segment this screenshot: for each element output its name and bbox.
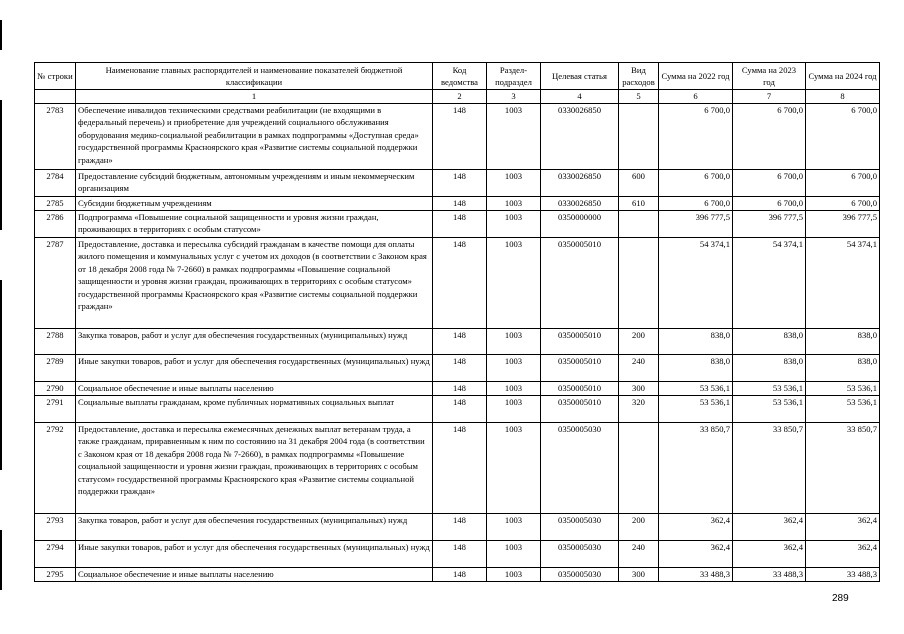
cell-exp: 240 — [619, 354, 659, 381]
cell-exp: 200 — [619, 328, 659, 354]
cell-exp: 300 — [619, 567, 659, 581]
cell-y2023: 6 700,0 — [733, 103, 806, 169]
cell-section: 1003 — [487, 381, 541, 395]
index-cell — [35, 90, 76, 104]
cell-name: Иные закупки товаров, работ и услуг для обеспечения государственных (муниципальных) нужд — [76, 354, 433, 381]
scan-edge-mark — [0, 530, 2, 590]
cell-target: 0350005030 — [541, 422, 619, 513]
cell-dept: 148 — [433, 513, 487, 540]
cell-y2024: 53 536,1 — [806, 395, 880, 422]
header-expense-type: Вид расходов — [619, 63, 659, 90]
cell-y2023: 362,4 — [733, 513, 806, 540]
cell-y2023: 362,4 — [733, 540, 806, 567]
cell-y2024: 53 536,1 — [806, 381, 880, 395]
cell-exp: 600 — [619, 169, 659, 196]
cell-dept: 148 — [433, 540, 487, 567]
cell-y2024: 33 850,7 — [806, 422, 880, 513]
cell-y2024: 6 700,0 — [806, 196, 880, 210]
index-cell: 5 — [619, 90, 659, 104]
cell-dept: 148 — [433, 328, 487, 354]
cell-num: 2786 — [35, 210, 76, 237]
cell-target: 0350005010 — [541, 237, 619, 328]
cell-name: Социальное обеспечение и иные выплаты населению — [76, 381, 433, 395]
index-cell: 6 — [659, 90, 733, 104]
header-sum-2023: Сумма на 2023 год — [733, 63, 806, 90]
scan-edge-mark — [0, 100, 2, 230]
cell-dept: 148 — [433, 103, 487, 169]
cell-y2022: 33 850,7 — [659, 422, 733, 513]
header-section: Раздел-подраздел — [487, 63, 541, 90]
header-target-article: Целевая статья — [541, 63, 619, 90]
cell-section: 1003 — [487, 210, 541, 237]
cell-y2023: 396 777,5 — [733, 210, 806, 237]
cell-y2024: 838,0 — [806, 328, 880, 354]
table-row — [35, 169, 880, 196]
table-row — [35, 354, 880, 381]
cell-y2024: 362,4 — [806, 540, 880, 567]
table-row — [35, 196, 880, 210]
cell-exp: 200 — [619, 513, 659, 540]
cell-name: Подпрограмма «Повышение социальной защищенности и уровня жизни граждан, проживающих в территориях с особым статусом» — [76, 210, 433, 237]
cell-num: 2783 — [35, 103, 76, 169]
cell-num: 2794 — [35, 540, 76, 567]
cell-y2022: 396 777,5 — [659, 210, 733, 237]
cell-y2022: 362,4 — [659, 540, 733, 567]
cell-exp — [619, 422, 659, 513]
cell-dept: 148 — [433, 422, 487, 513]
cell-target: 0350005030 — [541, 567, 619, 581]
cell-y2024: 838,0 — [806, 354, 880, 381]
table-row — [35, 381, 880, 395]
cell-name: Социальные выплаты гражданам, кроме публичных нормативных социальных выплат — [76, 395, 433, 422]
header-row — [35, 63, 880, 90]
cell-exp: 320 — [619, 395, 659, 422]
cell-exp: 610 — [619, 196, 659, 210]
cell-y2023: 838,0 — [733, 328, 806, 354]
cell-name: Закупка товаров, работ и услуг для обеспечения государственных (муниципальных) нужд — [76, 513, 433, 540]
cell-y2023: 33 488,3 — [733, 567, 806, 581]
cell-num: 2791 — [35, 395, 76, 422]
cell-num: 2789 — [35, 354, 76, 381]
table-row — [35, 237, 880, 328]
cell-num: 2790 — [35, 381, 76, 395]
cell-name: Закупка товаров, работ и услуг для обеспечения государственных (муниципальных) нужд — [76, 328, 433, 354]
cell-num: 2787 — [35, 237, 76, 328]
cell-num: 2792 — [35, 422, 76, 513]
cell-target: 0350005010 — [541, 395, 619, 422]
cell-section: 1003 — [487, 328, 541, 354]
table-body — [35, 103, 880, 581]
cell-target: 0350000000 — [541, 210, 619, 237]
cell-exp — [619, 210, 659, 237]
cell-name: Субсидии бюджетным учреждениям — [76, 196, 433, 210]
table-row — [35, 540, 880, 567]
table-row — [35, 328, 880, 354]
table-row — [35, 210, 880, 237]
cell-y2023: 53 536,1 — [733, 395, 806, 422]
cell-target: 0330026850 — [541, 103, 619, 169]
index-cell: 3 — [487, 90, 541, 104]
index-cell: 2 — [433, 90, 487, 104]
cell-y2024: 362,4 — [806, 513, 880, 540]
cell-name: Социальное обеспечение и иные выплаты населению — [76, 567, 433, 581]
cell-name: Предоставление, доставка и пересылка субсидий гражданам в качестве помощи для оплаты жилого помещения и коммунальных услуг с учетом их доходов (в соответствии с Законом края от 18 декабря 2008 года № 7-2660) в рамках подпрограммы «Повышение социальной защищенности и уровня жизни граждан, проживающих в территориях с особым статусом» государственной программы Красноярского края «Развитие системы социальной поддержки граждан» — [76, 237, 433, 328]
cell-y2022: 33 488,3 — [659, 567, 733, 581]
cell-section: 1003 — [487, 567, 541, 581]
cell-y2024: 6 700,0 — [806, 169, 880, 196]
cell-target: 0350005010 — [541, 328, 619, 354]
index-cell: 8 — [806, 90, 880, 104]
cell-section: 1003 — [487, 395, 541, 422]
cell-num: 2784 — [35, 169, 76, 196]
cell-num: 2788 — [35, 328, 76, 354]
cell-y2022: 6 700,0 — [659, 169, 733, 196]
table-row — [35, 567, 880, 581]
table-row — [35, 395, 880, 422]
cell-target: 0350005030 — [541, 513, 619, 540]
cell-section: 1003 — [487, 196, 541, 210]
cell-y2022: 53 536,1 — [659, 395, 733, 422]
cell-dept: 148 — [433, 210, 487, 237]
scan-edge-mark — [0, 20, 2, 50]
cell-section: 1003 — [487, 103, 541, 169]
cell-exp: 240 — [619, 540, 659, 567]
header-sum-2022: Сумма на 2022 год — [659, 63, 733, 90]
cell-section: 1003 — [487, 422, 541, 513]
cell-dept: 148 — [433, 354, 487, 381]
cell-y2023: 53 536,1 — [733, 381, 806, 395]
cell-exp — [619, 237, 659, 328]
cell-section: 1003 — [487, 237, 541, 328]
cell-y2022: 53 536,1 — [659, 381, 733, 395]
cell-y2023: 6 700,0 — [733, 196, 806, 210]
cell-target: 0330026850 — [541, 196, 619, 210]
cell-y2024: 33 488,3 — [806, 567, 880, 581]
header-dept-code: Код ведомства — [433, 63, 487, 90]
cell-name: Предоставление, доставка и пересылка ежемесячных денежных выплат ветеранам труда, а также гражданам, приравненным к ним по состоянию на 31 декабря 2004 года (в соответствии с Законом края от 18 декабря 2008 года № 7-2660), в рамках подпрограммы «Повышение социальной защищенности и уровня жизни граждан, проживающих в территориях с особым статусом» государственной программы Красноярского края «Развитие системы социальной поддержки граждан» — [76, 422, 433, 513]
page-number: 289 — [832, 593, 849, 604]
index-cell: 7 — [733, 90, 806, 104]
cell-target: 0350005010 — [541, 354, 619, 381]
scan-edge-mark — [0, 280, 2, 470]
cell-y2024: 54 374,1 — [806, 237, 880, 328]
cell-name: Предоставление субсидий бюджетным, автономным учреждениям и иным некоммерческим организациям — [76, 169, 433, 196]
cell-exp: 300 — [619, 381, 659, 395]
cell-exp — [619, 103, 659, 169]
index-cell: 1 — [76, 90, 433, 104]
budget-table — [34, 62, 880, 582]
cell-num: 2785 — [35, 196, 76, 210]
cell-y2023: 6 700,0 — [733, 169, 806, 196]
header-sum-2024: Сумма на 2024 год — [806, 63, 880, 90]
cell-y2024: 396 777,5 — [806, 210, 880, 237]
cell-y2022: 838,0 — [659, 328, 733, 354]
cell-dept: 148 — [433, 395, 487, 422]
table-row — [35, 422, 880, 513]
cell-y2023: 54 374,1 — [733, 237, 806, 328]
cell-dept: 148 — [433, 381, 487, 395]
cell-num: 2795 — [35, 567, 76, 581]
cell-dept: 148 — [433, 169, 487, 196]
cell-name: Иные закупки товаров, работ и услуг для обеспечения государственных (муниципальных) нужд — [76, 540, 433, 567]
cell-target: 0350005010 — [541, 381, 619, 395]
cell-y2023: 33 850,7 — [733, 422, 806, 513]
cell-section: 1003 — [487, 169, 541, 196]
cell-section: 1003 — [487, 513, 541, 540]
cell-y2022: 838,0 — [659, 354, 733, 381]
cell-section: 1003 — [487, 540, 541, 567]
cell-dept: 148 — [433, 567, 487, 581]
header-num: № строки — [35, 63, 76, 90]
cell-y2022: 54 374,1 — [659, 237, 733, 328]
cell-target: 0350005030 — [541, 540, 619, 567]
table-row — [35, 513, 880, 540]
cell-y2022: 362,4 — [659, 513, 733, 540]
index-cell: 4 — [541, 90, 619, 104]
cell-name: Обеспечение инвалидов техническими средствами реабилитации (не входящими в федеральный перечень) и приобретение для учреждений социального обслуживания оборудования медико-социальной реабилитации в рамках подпрограммы «Доступная среда» государственной программы Красноярского края «Развитие системы социальной поддержки граждан» — [76, 103, 433, 169]
cell-num: 2793 — [35, 513, 76, 540]
column-index-row — [35, 90, 880, 104]
cell-target: 0330026850 — [541, 169, 619, 196]
cell-dept: 148 — [433, 237, 487, 328]
cell-y2022: 6 700,0 — [659, 196, 733, 210]
table-row — [35, 103, 880, 169]
cell-y2024: 6 700,0 — [806, 103, 880, 169]
cell-y2022: 6 700,0 — [659, 103, 733, 169]
header-name: Наименование главных распорядителей и наименование показателей бюджетной классификации — [76, 63, 433, 90]
cell-section: 1003 — [487, 354, 541, 381]
cell-dept: 148 — [433, 196, 487, 210]
cell-y2023: 838,0 — [733, 354, 806, 381]
